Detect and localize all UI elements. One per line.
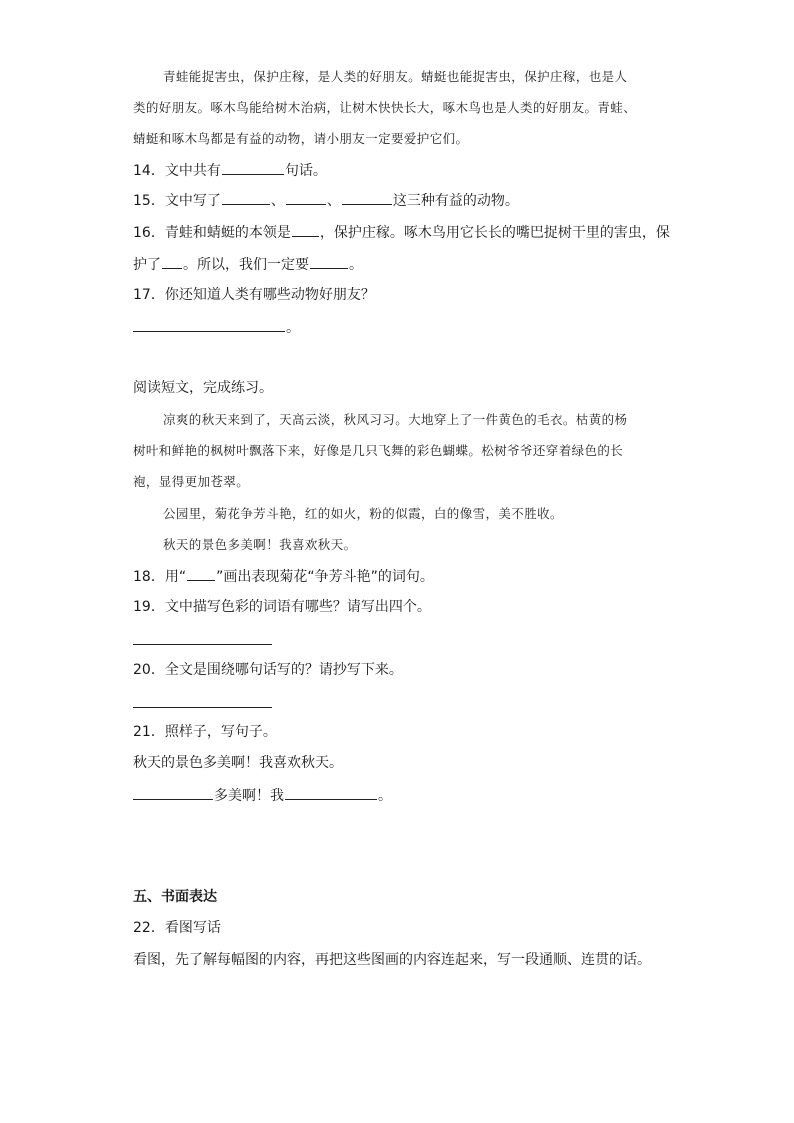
question-21-example: 秋天的景色多美啊！我喜欢秋天。 xyxy=(133,755,343,771)
question-18-text: 18．用“ xyxy=(133,569,187,585)
question-21-end: 。 xyxy=(378,788,392,804)
question-15-blank-1[interactable] xyxy=(222,190,270,205)
passage2-line5: 秋天的景色多美啊！我喜欢秋天。 xyxy=(163,537,357,552)
question-21-blank-2[interactable] xyxy=(285,785,377,800)
question-18-blank[interactable] xyxy=(187,566,215,581)
question-21: 21．照样子，写句子。 xyxy=(133,724,277,740)
question-22: 22．看图写话 xyxy=(133,920,221,936)
question-18-text-end: ”画出表现菊花“争芳斗艳”的词句。 xyxy=(216,569,434,585)
separator: 、 xyxy=(326,193,341,209)
question-14-text: 14．文中共有 xyxy=(133,163,221,179)
question-16-line2 xyxy=(133,254,363,275)
passage2-line3: 袍，显得更加苍翠。 xyxy=(133,474,250,489)
question-15-text: 15．文中写了 xyxy=(133,193,221,209)
question-16-line1 xyxy=(133,222,670,243)
question-16-text-4: 。所以，我们一定要 xyxy=(183,257,309,273)
question-20: 20．全文是围绕哪句话写的？请抄写下来。 xyxy=(133,662,403,678)
question-21-blank-1[interactable] xyxy=(133,785,213,800)
passage2-line4: 公园里，菊花争芳斗艳，红的如火，粉的似霞，白的像雪，美不胜收。 xyxy=(163,506,563,521)
question-15-blank-3[interactable] xyxy=(342,190,392,205)
passage1-line3: 蜻蜓和啄木鸟都是有益的动物，请小朋友一定要爱护它们。 xyxy=(133,131,469,146)
passage2-line1: 凉爽的秋天来到了，天高云淡，秋风习习。大地穿上了一件黄色的毛衣。枯黄的杨 xyxy=(163,412,628,427)
passage1-line2: 类的好朋友。啄木鸟能给树木治病，让树木快快长大，啄木鸟也是人类的好朋友。青蛙、 xyxy=(133,100,637,115)
question-17-answer-line[interactable] xyxy=(133,317,285,332)
passage1-line1: 青蛙能捉害虫，保护庄稼，是人类的好朋友。蜻蜓也能捉害虫，保护庄稼，也是人 xyxy=(163,69,628,84)
question-21-answer xyxy=(133,785,392,806)
question-14-text-end: 句话。 xyxy=(284,163,327,179)
question-15-text-end: 这三种有益的动物。 xyxy=(392,193,519,209)
question-16-blank-2[interactable] xyxy=(162,254,182,269)
question-17-end: 。 xyxy=(286,320,300,336)
question-20-answer-line[interactable] xyxy=(133,706,272,708)
question-18 xyxy=(133,566,434,587)
question-19: 19．文中描写色彩的词语有哪些？请写出四个。 xyxy=(133,599,431,615)
section-heading: 五、书面表达 xyxy=(133,889,217,905)
question-16-text-3: 护了 xyxy=(133,257,161,273)
question-22-instruction: 看图，先了解每幅图的内容，再把这些图画的内容连起来，写一段通顺、连贯的话。 xyxy=(133,952,651,968)
passage2-line2: 树叶和鲜艳的枫树叶飘落下来，好像是几只飞舞的彩色蝴蝶。松树爷爷还穿着绿色的长 xyxy=(133,443,624,458)
question-16-text-2: ，保护庄稼。啄木鸟用它长长的嘴巴捉树干里的害虫，保 xyxy=(319,225,670,241)
separator: 、 xyxy=(270,193,285,209)
question-15-blank-2[interactable] xyxy=(286,190,326,205)
question-19-answer-line[interactable] xyxy=(133,643,272,645)
question-14 xyxy=(133,160,327,181)
question-16-text: 16．青蛙和蜻蜓的本领是 xyxy=(133,225,291,241)
question-17-answer xyxy=(133,317,300,338)
question-15 xyxy=(133,190,519,211)
question-16-blank-1[interactable] xyxy=(292,222,319,237)
question-21-mid: 多美啊！我 xyxy=(214,788,284,804)
reading-intro: 阅读短文，完成练习。 xyxy=(133,380,273,396)
question-16-text-end: 。 xyxy=(349,257,363,273)
question-16-blank-3[interactable] xyxy=(310,254,348,269)
question-17: 17．你还知道人类有哪些动物好朋友？ xyxy=(133,287,375,303)
question-14-blank[interactable] xyxy=(222,160,284,175)
